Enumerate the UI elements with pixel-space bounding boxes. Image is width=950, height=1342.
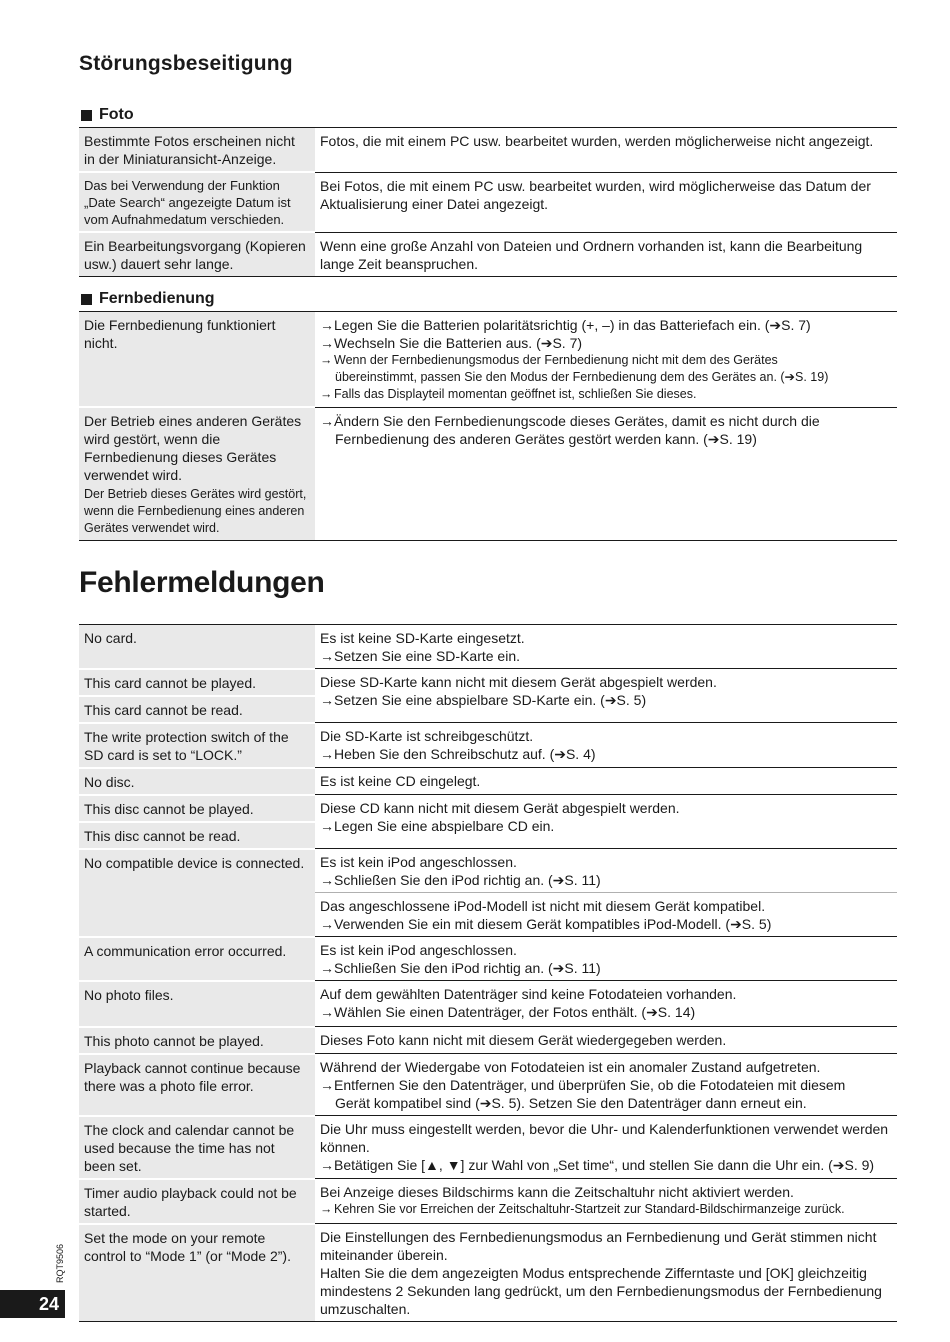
section-heading-label: Foto <box>99 106 134 123</box>
remedy-line: übereinstimmt, passen Sie den Modus der Fernbedienung dem des Gerätes an. (➔S. 19) <box>335 370 829 384</box>
remedy-line: Halten Sie die dem angezeigten Modus entsprechende Zifferntaste und [OK] gleichzeitig mindestens 2 Sekunden lang gedrückt, um den Fernbedienungsmodus der Fernbedienung umzuschalten. <box>320 1265 882 1317</box>
arrow-icon: → <box>320 412 334 429</box>
message-cell: No disc. <box>79 768 315 795</box>
arrow-icon: → <box>320 353 333 367</box>
remedy-line: Falls das Displayteil momentan geöffnet ist, schließen Sie dieses. <box>334 387 697 401</box>
remedy-cell <box>315 407 897 541</box>
arrow-icon: → <box>320 692 334 708</box>
message-cell: Timer audio playback could not be started. <box>79 1179 315 1224</box>
remedy-line: Heben Sie den Schreibschutz auf. (➔S. 4) <box>334 746 596 762</box>
section-heading-foto <box>81 106 134 124</box>
message-text: This disc cannot be played. <box>79 796 315 823</box>
message-text: This card cannot be read. <box>84 701 243 718</box>
issue-cell <box>79 407 315 541</box>
remedy-line: Wenn der Fernbedienungsmodus der Fernbedienung nicht mit dem des Gerätes <box>334 353 778 367</box>
arrow-icon: → <box>320 317 334 333</box>
remedy-cell: Wenn eine große Anzahl von Dateien und Ordnern vorhanden ist, kann die Bearbeitung lange Zeit beanspruchen. <box>315 232 897 277</box>
remedy-line: Setzen Sie eine abspielbare SD-Karte ein. (➔S. 5) <box>334 692 647 708</box>
table-row <box>79 407 897 541</box>
remedy-line: Ändern Sie den Fernbedienungscode dieses Gerätes, damit es nicht durch die <box>334 412 820 429</box>
issue-cell: Ein Bearbeitungsvorgang (Kopieren usw.) dauert sehr lange. <box>79 232 315 277</box>
remedy-line: Auf dem gewählten Datenträger sind keine Fotodateien vorhanden. <box>320 986 737 1002</box>
remedy-line: Diese SD-Karte kann nicht mit diesem Gerät abgespielt werden. <box>320 674 717 690</box>
remedy-cell: Bei Fotos, die mit einem PC usw. bearbeitet wurden, wird möglicherweise das Datum der Aktualisierung einer Datei angezeigt. <box>315 172 897 232</box>
remedy-line: Verwenden Sie ein mit diesem Gerät kompatibles iPod-Modell. (➔S. 5) <box>334 916 772 932</box>
table-row <box>79 1116 897 1179</box>
table-row <box>79 1179 897 1224</box>
remedy-line: Die Uhr muss eingestellt werden, bevor die Uhr- und Kalenderfunktionen verwendet werden können. <box>320 1121 889 1155</box>
remedy-line: Es ist kein iPod angeschlossen. <box>320 854 517 870</box>
square-bullet-icon <box>81 110 92 121</box>
table-row <box>79 625 897 669</box>
issue-cell: Bestimmte Fotos erscheinen nicht in der Miniaturansicht-Anzeige. <box>79 128 315 173</box>
message-cell: No compatible device is connected. <box>79 849 315 937</box>
message-cell: The clock and calendar cannot be used because the time has not been set. <box>79 1116 315 1179</box>
remedy-cell <box>315 1054 897 1116</box>
table-row <box>79 128 897 173</box>
table-row <box>79 723 897 768</box>
section-heading-label: Fernbedienung <box>99 290 215 307</box>
issue-cell: Die Fernbedienung funktioniert nicht. <box>79 312 315 408</box>
remedy-line: Die SD-Karte ist schreibgeschützt. <box>320 728 534 744</box>
remedy-line: Setzen Sie eine SD-Karte ein. <box>334 648 520 664</box>
remedy-cell <box>315 723 897 768</box>
table-row <box>79 1027 897 1054</box>
remedy-line: Diese CD kann nicht mit diesem Gerät abgespielt werden. <box>320 800 680 816</box>
remedy-cell <box>315 312 897 408</box>
table-row <box>79 232 897 277</box>
arrow-icon: → <box>320 818 334 834</box>
message-text: This disc cannot be read. <box>84 827 241 844</box>
remedy-cell <box>315 937 897 981</box>
message-cell: No card. <box>79 625 315 669</box>
table-row <box>79 795 897 849</box>
remedy-line: Es ist keine SD-Karte eingesetzt. <box>320 630 525 646</box>
document-code: RQT9506 <box>55 1243 65 1283</box>
remedy-line: Gerät kompatibel sind (➔S. 5). Setzen Sie den Datenträger dann erneut ein. <box>335 1095 807 1111</box>
remedy-cell <box>315 669 897 723</box>
remedy-line: Während der Wiedergabe von Fotodateien ist ein anomaler Zustand aufgetreten. <box>320 1059 821 1075</box>
table-row <box>79 669 897 723</box>
remedy-line: Es ist kein iPod angeschlossen. <box>320 942 517 958</box>
page-title: Störungsbeseitigung <box>79 52 293 75</box>
page-number: 24 <box>0 1290 65 1318</box>
table-row <box>79 1224 897 1322</box>
remedy-cell <box>315 625 897 669</box>
remedy-line: Das angeschlossene iPod-Modell ist nicht mit diesem Gerät kompatibel. <box>320 898 766 914</box>
arrow-icon: → <box>320 1077 334 1093</box>
message-cell <box>79 795 315 849</box>
issue-text: Der Betrieb eines anderen Gerätes wird gestört, wenn die Fernbedienung dieses Gerätes verwendet wird. <box>84 413 302 483</box>
arrow-icon: → <box>320 335 334 351</box>
remedy-line: Wählen Sie einen Datenträger, der Fotos enthält. (➔S. 14) <box>334 1004 696 1020</box>
table-row <box>79 1054 897 1116</box>
remedy-line: Schließen Sie den iPod richtig an. (➔S. 11) <box>334 960 601 976</box>
remedy-cell <box>315 1116 897 1179</box>
remedy-line: Fernbedienung des anderen Gerätes gestört werden kann. (➔S. 19) <box>335 430 757 447</box>
table-row <box>79 312 897 408</box>
remedy-line: Schließen Sie den iPod richtig an. (➔S. 11) <box>334 872 601 888</box>
message-cell <box>79 669 315 723</box>
square-bullet-icon <box>81 294 92 305</box>
errors-table <box>79 624 897 1322</box>
remedy-cell: Fotos, die mit einem PC usw. bearbeitet wurden, werden möglicherweise nicht angezeigt. <box>315 128 897 173</box>
arrow-icon: → <box>320 916 334 932</box>
remedy-line: Bei Anzeige dieses Bildschirms kann die Zeitschaltuhr nicht aktiviert werden. <box>320 1184 794 1200</box>
remedy-line: Legen Sie eine abspielbare CD ein. <box>334 818 555 834</box>
arrow-icon: → <box>320 648 334 664</box>
message-cell: Playback cannot continue because there was a photo file error. <box>79 1054 315 1116</box>
remedy-cell <box>315 1179 897 1224</box>
section-heading-fernbedienung <box>81 290 215 308</box>
remedy-cell <box>315 849 897 937</box>
arrow-icon: → <box>320 872 334 888</box>
errors-title: Fehlermeldungen <box>79 566 325 599</box>
arrow-icon: → <box>320 387 333 401</box>
message-cell: Set the mode on your remote control to “Mode 1” (or “Mode 2”). <box>79 1224 315 1322</box>
remedy-line: Wechseln Sie die Batterien aus. (➔S. 7) <box>334 335 583 351</box>
arrow-icon: → <box>320 746 334 762</box>
remedy-cell <box>315 795 897 849</box>
remedy-cell <box>315 981 897 1027</box>
remedy-cell: Es ist keine CD eingelegt. <box>315 768 897 795</box>
remedy-line: Entfernen Sie den Datenträger, und überprüfen Sie, ob die Fotodateien mit diesem <box>334 1077 846 1093</box>
message-cell: No photo files. <box>79 981 315 1027</box>
table-row <box>79 768 897 795</box>
remote-table <box>79 311 897 541</box>
issue-cell: Das bei Verwendung der Funktion „Date Search“ angezeigte Datum ist vom Aufnahmedatum verschieden. <box>79 172 315 232</box>
message-cell: The write protection switch of the SD card is set to “LOCK.” <box>79 723 315 768</box>
remedy-line: Betätigen Sie [▲, ▼] zur Wahl von „Set time“, und stellen Sie dann die Uhr ein. (➔S. 9) <box>334 1157 875 1173</box>
arrow-icon: → <box>320 1004 334 1020</box>
issue-text-alt: Der Betrieb dieses Gerätes wird gestört, wenn die Fernbedienung eines anderen Gerätes verwendet wird. <box>84 487 307 535</box>
remedy-cell: Dieses Foto kann nicht mit diesem Gerät wiedergegeben werden. <box>315 1027 897 1054</box>
message-text: This card cannot be played. <box>79 670 315 697</box>
arrow-icon: → <box>320 960 334 976</box>
table-row <box>79 849 897 937</box>
remedy-line: Legen Sie die Batterien polaritätsrichtig (+, –) in das Batteriefach ein. (➔S. 7) <box>334 317 811 333</box>
remedy-cell <box>315 1224 897 1322</box>
table-row <box>79 937 897 981</box>
arrow-icon: → <box>320 1202 333 1216</box>
table-row <box>79 172 897 232</box>
foto-table <box>79 127 897 277</box>
message-cell: A communication error occurred. <box>79 937 315 981</box>
message-cell: This photo cannot be played. <box>79 1027 315 1054</box>
arrow-icon: → <box>320 1157 334 1173</box>
table-row <box>79 981 897 1027</box>
remedy-line: Kehren Sie vor Erreichen der Zeitschaltuhr-Startzeit zur Standard-Bildschirmanzeige zurück. <box>334 1202 845 1216</box>
remedy-line: Die Einstellungen des Fernbedienungsmodus an Fernbedienung und Gerät stimmen nicht miteinander überein. <box>320 1229 877 1263</box>
